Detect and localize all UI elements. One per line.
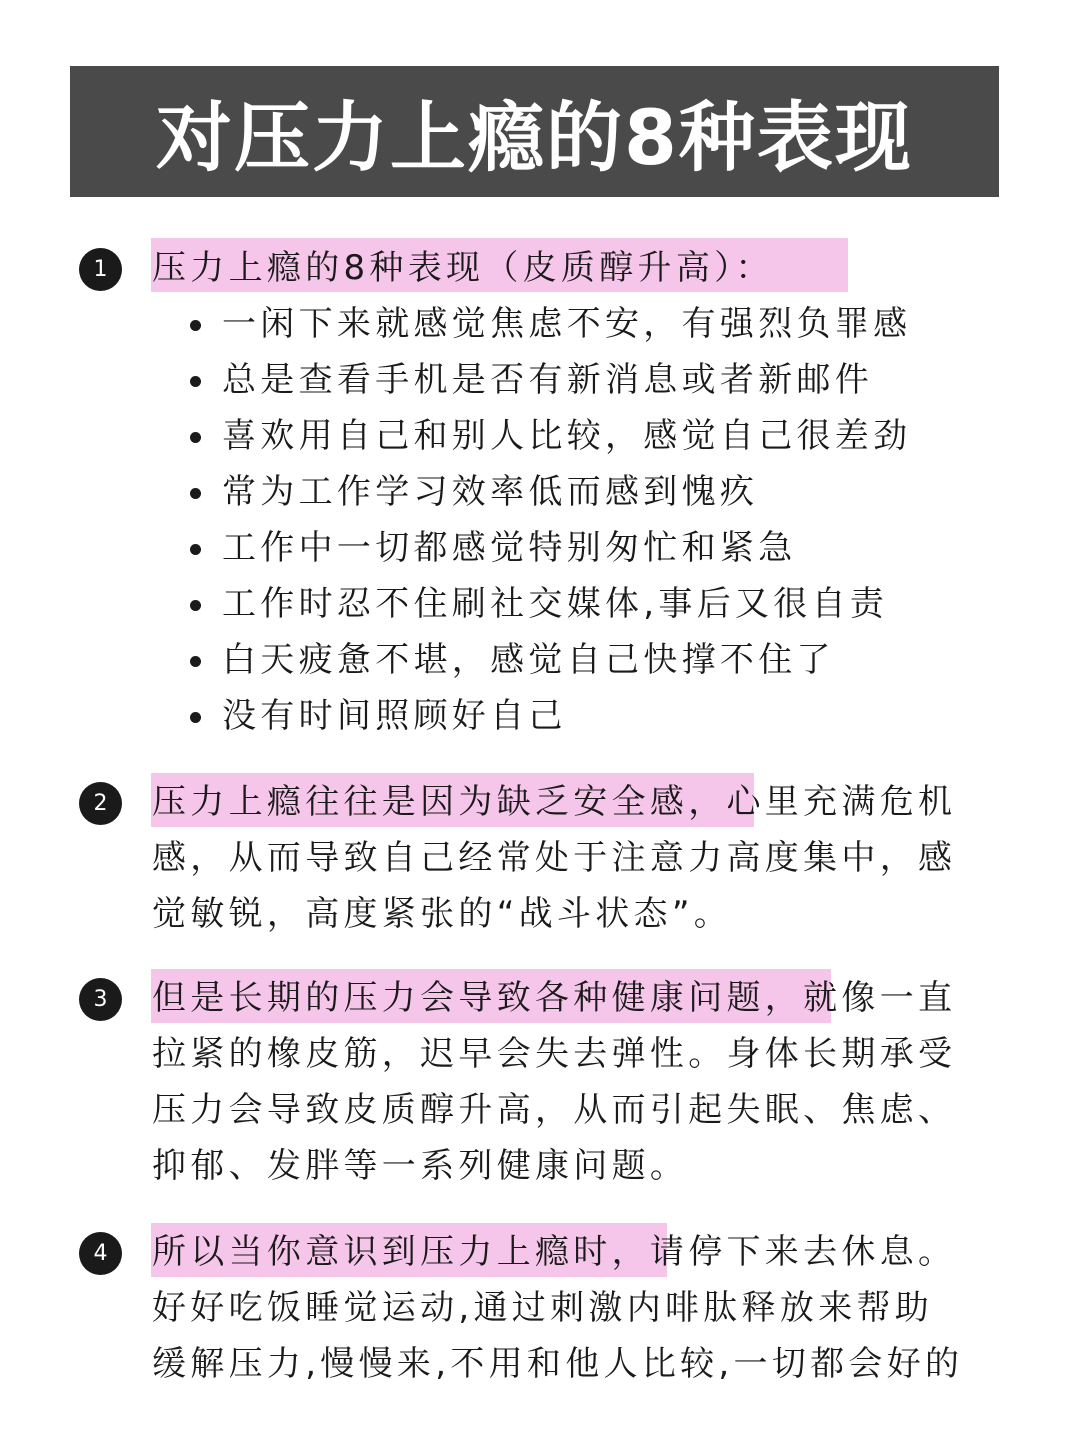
section-number-badge: 2 [79, 782, 122, 825]
paragraph-line: 但是长期的压力会导致各种健康问题，就像一直 [152, 978, 957, 1018]
paragraph-line: 压力上瘾往往是因为缺乏安全感，心里充满危机 [152, 782, 957, 822]
list-item: 总是查看手机是否有新消息或者新邮件 [190, 352, 911, 408]
highlighted-phrase: 但是长期的压力会导致各种健康问题， [152, 978, 804, 1018]
paragraph-line: 好好吃饭睡觉运动,通过刺激内啡肽释放来帮助 [152, 1288, 934, 1328]
bullet-dot-icon [190, 712, 201, 723]
section-number-badge: 4 [79, 1232, 122, 1275]
bullet-dot-icon [190, 656, 201, 667]
paragraph-line: 抑郁、发胖等一系列健康问题。 [152, 1146, 689, 1186]
highlighted-phrase: 所以当你意识到压力上瘾时， [152, 1232, 650, 1272]
list-item: 一闲下来就感觉焦虑不安，有强烈负罪感 [190, 296, 911, 352]
section-number-badge: 3 [79, 978, 122, 1021]
list-item: 工作中一切都感觉特别匆忙和紧急 [190, 520, 911, 576]
page-title: 对压力上瘾的8种表现 [156, 93, 913, 182]
symptom-list [190, 296, 911, 744]
list-item: 没有时间照顾好自己 [190, 688, 911, 744]
paragraph-line: 缓解压力,慢慢来,不用和他人比较,一切都会好的 [152, 1344, 964, 1384]
paragraph-line: 压力会导致皮质醇升高，从而引起失眠、焦虑、 [152, 1090, 957, 1130]
list-item: 工作时忍不住刷社交媒体,事后又很自责 [190, 576, 911, 632]
section-number-badge: 1 [79, 248, 122, 291]
paragraph-line: 拉紧的橡皮筋，迟早会失去弹性。身体长期承受 [152, 1034, 957, 1074]
bullet-dot-icon [190, 488, 201, 499]
paragraph-line: 所以当你意识到压力上瘾时，请停下来去休息。 [152, 1232, 957, 1272]
title-banner [70, 66, 999, 197]
section-1-heading: 压力上瘾的8种表现（皮质醇升高）： [152, 248, 774, 288]
list-item: 白天疲惫不堪，感觉自己快撑不住了 [190, 632, 911, 688]
highlighted-phrase: 压力上瘾往往是因为缺乏安全感， [152, 782, 727, 822]
bullet-dot-icon [190, 544, 201, 555]
bullet-dot-icon [190, 600, 201, 611]
bullet-dot-icon [190, 320, 201, 331]
bullet-dot-icon [190, 376, 201, 387]
list-item: 喜欢用自己和别人比较，感觉自己很差劲 [190, 408, 911, 464]
bullet-dot-icon [190, 432, 201, 443]
list-item: 常为工作学习效率低而感到愧疚 [190, 464, 911, 520]
paragraph-line: 觉敏锐，高度紧张的“战斗状态”。 [152, 894, 733, 934]
paragraph-line: 感，从而导致自己经常处于注意力高度集中，感 [152, 838, 957, 878]
